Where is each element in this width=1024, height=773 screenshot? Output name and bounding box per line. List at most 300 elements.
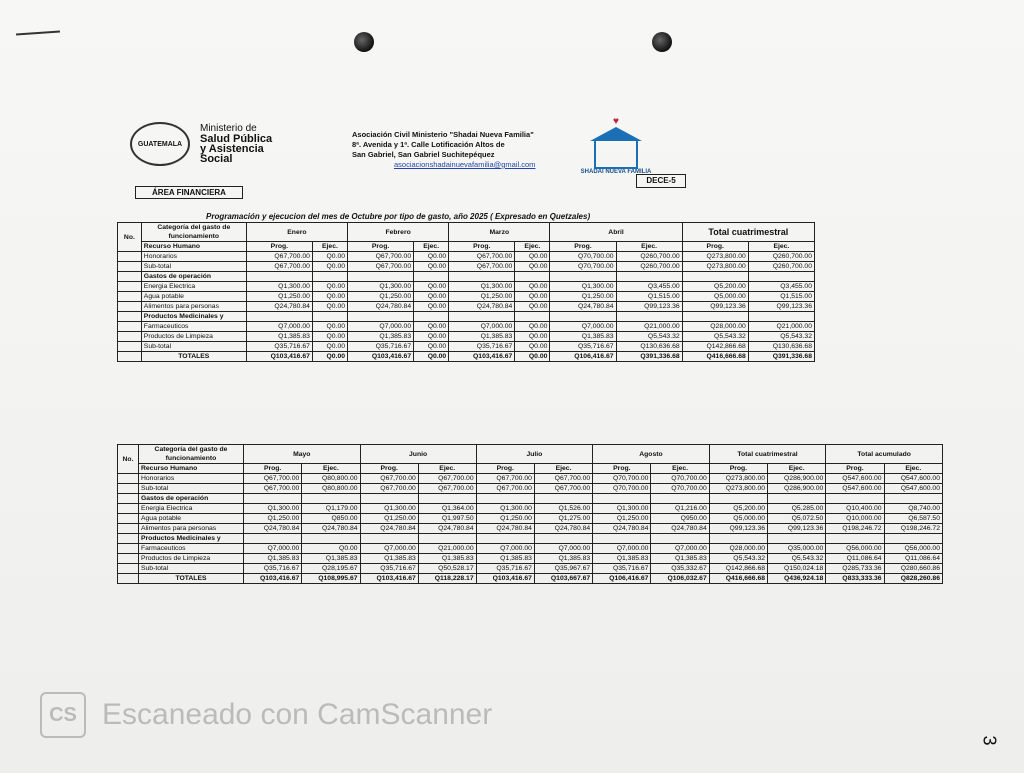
cell-value: Q11,086.64 — [884, 554, 942, 564]
row-no — [118, 564, 139, 574]
cell-value: Q67,700.00 — [449, 262, 515, 272]
cell-value — [748, 272, 814, 282]
table-row — [118, 524, 943, 534]
cell-value: Q260,700.00 — [748, 252, 814, 262]
cell-value: Q5,200.00 — [709, 504, 767, 514]
cell-value — [246, 272, 312, 282]
table-row — [118, 494, 943, 504]
cell-value: Q67,700.00 — [348, 262, 414, 272]
row-no — [118, 332, 142, 342]
cell-value: Q5,543.32 — [682, 332, 748, 342]
cell-value: Q1,275.00 — [534, 514, 592, 524]
cell-value: Q0.00 — [312, 352, 347, 362]
prog-header: Prog. — [449, 242, 515, 252]
cell-value: Q67,700.00 — [243, 474, 301, 484]
heart-icon: ♥ — [613, 116, 619, 127]
cell-value: Q273,800.00 — [709, 474, 767, 484]
cell-value: Q1,385.83 — [449, 332, 515, 342]
table-row — [118, 474, 943, 484]
ejec-header: Ejec. — [651, 464, 709, 474]
cell-value — [534, 534, 592, 544]
cell-value: Q7,000.00 — [243, 544, 301, 554]
cell-value: Q21,000.00 — [616, 322, 682, 332]
cell-value: Q5,543.32 — [748, 332, 814, 342]
table-row — [118, 352, 815, 362]
table-row — [118, 534, 943, 544]
cell-value: Q0.00 — [515, 302, 550, 312]
cell-value — [476, 534, 534, 544]
cell-value: Q24,780.84 — [449, 302, 515, 312]
association-name: Asociación Civil Ministerio "Shadai Nueva Familia" — [352, 130, 534, 139]
cell-value: Q24,780.84 — [534, 524, 592, 534]
cell-value: Q70,700.00 — [651, 474, 709, 484]
cell-value: Q24,780.84 — [360, 524, 418, 534]
cell-value: Q1,250.00 — [593, 514, 651, 524]
row-no — [118, 282, 142, 292]
cell-value: Q833,333.36 — [826, 574, 884, 584]
row-label: TOTALES — [141, 352, 246, 362]
cell-value: Q150,024.18 — [768, 564, 826, 574]
prog-header: Prog. — [360, 464, 418, 474]
cell-value: Q1,300.00 — [593, 504, 651, 514]
cell-value: Q5,543.32 — [709, 554, 767, 564]
cell-value: Q99,123.36 — [748, 302, 814, 312]
cell-value — [418, 534, 476, 544]
table-row — [118, 564, 943, 574]
cell-value: Q7,000.00 — [651, 544, 709, 554]
cell-value: Q1,300.00 — [449, 282, 515, 292]
cell-value: Q6,587.50 — [884, 514, 942, 524]
cell-value: Q0.00 — [312, 332, 347, 342]
period-header: Febrero — [348, 223, 449, 242]
cell-value: Q35,716.67 — [246, 342, 312, 352]
cell-value: Q0.00 — [312, 262, 347, 272]
cell-value: Q0.00 — [312, 342, 347, 352]
ejec-header: Ejec. — [616, 242, 682, 252]
row-label: Productos Medicinales y — [141, 312, 246, 322]
row-no — [118, 252, 142, 262]
cell-value: Q0.00 — [414, 252, 449, 262]
cell-value — [826, 494, 884, 504]
period-header: Agosto — [593, 445, 710, 464]
period-header: Julio — [476, 445, 593, 464]
cell-value — [884, 534, 942, 544]
cell-value — [768, 534, 826, 544]
table-row — [118, 504, 943, 514]
cell-value: Q0.00 — [515, 292, 550, 302]
cell-value: Q67,700.00 — [476, 484, 534, 494]
row-label: Farmaceuticos — [141, 322, 246, 332]
cell-value: Q5,200.00 — [682, 282, 748, 292]
ejec-header: Ejec. — [414, 242, 449, 252]
row-label: Agua potable — [138, 514, 243, 524]
cell-value: Q1,250.00 — [360, 514, 418, 524]
cell-value — [360, 534, 418, 544]
cell-value: Q99,123.36 — [616, 302, 682, 312]
cell-value: Q1,385.83 — [246, 332, 312, 342]
cell-value — [312, 272, 347, 282]
cell-value — [651, 534, 709, 544]
cell-value — [348, 312, 414, 322]
row-no — [118, 504, 139, 514]
cell-value: Q286,900.00 — [768, 484, 826, 494]
cell-value: Q70,700.00 — [550, 262, 616, 272]
subheader-row — [118, 464, 943, 474]
cell-value: Q0.00 — [414, 322, 449, 332]
cell-value: Q1,300.00 — [550, 282, 616, 292]
cell-value: Q1,216.00 — [651, 504, 709, 514]
cell-value — [302, 494, 360, 504]
cell-value: Q1,250.00 — [348, 292, 414, 302]
period-header: Total acumulado — [826, 445, 943, 464]
cell-value: Q67,700.00 — [348, 252, 414, 262]
table-row — [118, 574, 943, 584]
cell-value: Q130,636.68 — [748, 342, 814, 352]
category-header: Categoría del gasto de funcionamiento — [141, 223, 246, 242]
row-no — [118, 514, 139, 524]
cell-value: Q1,515.00 — [748, 292, 814, 302]
cell-value: Q1,385.83 — [534, 554, 592, 564]
cell-value — [709, 494, 767, 504]
cell-value: Q828,260.86 — [884, 574, 942, 584]
cell-value: Q7,000.00 — [246, 322, 312, 332]
row-label: Sub-total — [138, 564, 243, 574]
period-header: Mayo — [243, 445, 360, 464]
row-label: Alimentos para personas — [141, 302, 246, 312]
cell-value: Q67,700.00 — [246, 262, 312, 272]
cell-value: Q106,416.67 — [593, 574, 651, 584]
row-no — [118, 524, 139, 534]
cell-value: Q8,740.00 — [884, 504, 942, 514]
cell-value: Q1,250.00 — [550, 292, 616, 302]
cell-value: Q0.00 — [312, 252, 347, 262]
association-block — [352, 130, 535, 170]
ministry-line1: Ministerio de — [200, 123, 257, 134]
cell-value: Q286,900.00 — [768, 474, 826, 484]
ministry-line4: Social — [200, 153, 233, 165]
cell-value: Q56,000.00 — [884, 544, 942, 554]
cell-value — [515, 272, 550, 282]
cell-value: Q35,716.67 — [348, 342, 414, 352]
area-label: ÁREA FINANCIERA — [135, 186, 243, 199]
page-number: 3 — [979, 735, 1000, 746]
cell-value: Q103,416.67 — [348, 352, 414, 362]
punch-hole-right — [652, 32, 672, 52]
cell-value: Q50,528.17 — [418, 564, 476, 574]
cell-value — [616, 312, 682, 322]
row-label: Sub-total — [141, 342, 246, 352]
cell-value: Q547,600.00 — [826, 484, 884, 494]
row-label: Alimentos para personas — [138, 524, 243, 534]
cell-value: Q1,179.00 — [302, 504, 360, 514]
cell-value: Q67,700.00 — [243, 484, 301, 494]
header-row — [118, 223, 815, 242]
report-subtitle: Programación y ejecucion del mes de Octubre por tipo de gasto, año 2025 ( Expresado en Quetzales) — [206, 212, 591, 221]
row-no — [118, 302, 142, 312]
table-row — [118, 544, 943, 554]
cell-value: Q67,700.00 — [418, 474, 476, 484]
cell-value: Q24,780.84 — [593, 524, 651, 534]
shadai-logo — [566, 116, 666, 175]
cell-value: Q0.00 — [515, 352, 550, 362]
row-no — [118, 272, 142, 282]
cell-value: Q1,385.83 — [593, 554, 651, 564]
category-header: Categoría del gasto de funcionamiento — [138, 445, 243, 464]
cell-value: Q273,800.00 — [682, 252, 748, 262]
row-label: Productos de Limpieza — [138, 554, 243, 564]
table-row — [118, 302, 815, 312]
cell-value: Q1,385.83 — [418, 554, 476, 564]
association-email[interactable]: asociacionshadainuevafamilia@gmail.com — [394, 160, 536, 169]
cell-value: Q1,364.00 — [418, 504, 476, 514]
prog-header: Prog. — [709, 464, 767, 474]
cell-value: Q7,000.00 — [476, 544, 534, 554]
row-label: Sub-total — [138, 484, 243, 494]
cell-value — [593, 494, 651, 504]
cell-value: Q391,336.68 — [616, 352, 682, 362]
cell-value: Q1,250.00 — [243, 514, 301, 524]
cell-value: Q3,455.00 — [616, 282, 682, 292]
camscanner-logo-icon: CS — [40, 692, 86, 738]
cell-value: Q24,780.84 — [651, 524, 709, 534]
cell-value: Q1,385.83 — [243, 554, 301, 564]
cell-value — [449, 312, 515, 322]
cell-value: Q67,700.00 — [476, 474, 534, 484]
cell-value: Q1,997.50 — [418, 514, 476, 524]
cell-value: Q5,000.00 — [682, 292, 748, 302]
cell-value: Q0.00 — [302, 544, 360, 554]
row-label: Honorarios — [141, 252, 246, 262]
cell-value: Q7,000.00 — [550, 322, 616, 332]
cell-value: Q1,385.83 — [348, 332, 414, 342]
row-label: Energia Electrica — [141, 282, 246, 292]
cell-value: Q280,660.86 — [884, 564, 942, 574]
cell-value: Q547,600.00 — [826, 474, 884, 484]
table-row — [118, 484, 943, 494]
row-label: TOTALES — [138, 574, 243, 584]
cell-value: Q103,416.67 — [246, 352, 312, 362]
cell-value: Q67,700.00 — [360, 484, 418, 494]
period-header: Marzo — [449, 223, 550, 242]
cell-value: Q99,123.36 — [709, 524, 767, 534]
cell-value: Q103,416.67 — [360, 574, 418, 584]
cell-value: Q142,866.68 — [709, 564, 767, 574]
ejec-header: Ejec. — [515, 242, 550, 252]
table-row — [118, 322, 815, 332]
cell-value: Q547,600.00 — [884, 474, 942, 484]
cell-value: Q1,515.00 — [616, 292, 682, 302]
cell-value: Q80,800.00 — [302, 474, 360, 484]
cell-value — [312, 312, 347, 322]
cell-value: Q67,700.00 — [246, 252, 312, 262]
table-may-aug — [117, 444, 943, 584]
cell-value: Q35,716.67 — [243, 564, 301, 574]
cell-value: Q1,250.00 — [476, 514, 534, 524]
cell-value — [243, 534, 301, 544]
cell-value: Q0.00 — [515, 262, 550, 272]
cell-value: Q260,700.00 — [748, 262, 814, 272]
cell-value: Q1,250.00 — [246, 292, 312, 302]
cell-value: Q0.00 — [312, 292, 347, 302]
cell-value — [550, 312, 616, 322]
cell-value — [709, 534, 767, 544]
table-row — [118, 342, 815, 352]
cell-value: Q1,385.83 — [651, 554, 709, 564]
prog-header: Prog. — [243, 464, 301, 474]
cell-value: Q35,716.67 — [476, 564, 534, 574]
cell-value: Q56,000.00 — [826, 544, 884, 554]
dece-label: DECE-5 — [636, 174, 686, 188]
cell-value: Q106,032.67 — [651, 574, 709, 584]
no-header: No. — [118, 445, 139, 474]
row-no — [118, 484, 139, 494]
ejec-header: Ejec. — [302, 464, 360, 474]
cell-value: Q1,300.00 — [243, 504, 301, 514]
cell-value: Q0.00 — [414, 302, 449, 312]
cell-value: Q24,780.84 — [246, 302, 312, 312]
cell-value: Q1,385.83 — [360, 554, 418, 564]
row-label: Recurso Humano — [141, 242, 246, 252]
prog-header: Prog. — [682, 242, 748, 252]
cell-value: Q3,455.00 — [748, 282, 814, 292]
ejec-header: Ejec. — [312, 242, 347, 252]
cell-value: Q11,086.64 — [826, 554, 884, 564]
association-address1: 8ª. Avenida y 1ª. Calle Lotificación Altos de — [352, 140, 505, 149]
row-no — [118, 534, 139, 544]
table-row — [118, 252, 815, 262]
ministry-line2: Salud Pública — [200, 133, 273, 145]
cell-value: Q0.00 — [414, 262, 449, 272]
cell-value: Q416,666.68 — [682, 352, 748, 362]
row-no — [118, 494, 139, 504]
prog-header: Prog. — [246, 242, 312, 252]
logo-caption: SHADAI NUEVA FAMILIA — [580, 169, 652, 175]
cell-value — [826, 534, 884, 544]
cell-value — [348, 272, 414, 282]
ejec-header: Ejec. — [768, 464, 826, 474]
cell-value: Q0.00 — [515, 342, 550, 352]
cell-value: Q67,700.00 — [534, 484, 592, 494]
cell-value: Q35,716.67 — [550, 342, 616, 352]
cell-value: Q28,000.00 — [709, 544, 767, 554]
cell-value — [534, 494, 592, 504]
row-no — [118, 322, 142, 332]
cell-value: Q0.00 — [515, 322, 550, 332]
cell-value: Q103,416.67 — [243, 574, 301, 584]
row-no — [118, 574, 139, 584]
cell-value: Q99,123.36 — [682, 302, 748, 312]
ejec-header: Ejec. — [884, 464, 942, 474]
cell-value: Q1,385.83 — [302, 554, 360, 564]
prog-header: Prog. — [593, 464, 651, 474]
cell-value — [682, 312, 748, 322]
cell-value: Q28,195.67 — [302, 564, 360, 574]
cell-value — [414, 312, 449, 322]
cell-value: Q1,526.00 — [534, 504, 592, 514]
cell-value: Q0.00 — [414, 282, 449, 292]
cell-value: Q1,300.00 — [348, 282, 414, 292]
ministry-header — [130, 122, 272, 166]
cell-value: Q67,700.00 — [534, 474, 592, 484]
row-no — [118, 474, 139, 484]
cell-value: Q103,667.67 — [534, 574, 592, 584]
cell-value: Q24,780.84 — [550, 302, 616, 312]
row-no — [118, 342, 142, 352]
cell-value: Q850.00 — [302, 514, 360, 524]
cell-value: Q24,780.84 — [476, 524, 534, 534]
table-row — [118, 292, 815, 302]
cell-value: Q5,000.00 — [709, 514, 767, 524]
row-label: Sub-total — [141, 262, 246, 272]
cell-value — [515, 312, 550, 322]
cell-value: Q35,716.67 — [449, 342, 515, 352]
cell-value: Q35,000.00 — [768, 544, 826, 554]
row-label: Agua potable — [141, 292, 246, 302]
prog-header: Prog. — [550, 242, 616, 252]
cell-value: Q99,123.36 — [768, 524, 826, 534]
cell-value: Q1,300.00 — [246, 282, 312, 292]
row-label: Recurso Humano — [138, 464, 243, 474]
cell-value: Q118,228.17 — [418, 574, 476, 584]
period-header: Abril — [550, 223, 682, 242]
guatemala-seal-icon: GUATEMALA — [130, 122, 190, 166]
cell-value — [550, 272, 616, 282]
cell-value — [616, 272, 682, 282]
row-label: Honorarios — [138, 474, 243, 484]
cell-value: Q35,332.67 — [651, 564, 709, 574]
cell-value: Q70,700.00 — [651, 484, 709, 494]
cell-value: Q7,000.00 — [348, 322, 414, 332]
cell-value: Q950.00 — [651, 514, 709, 524]
cell-value: Q273,800.00 — [709, 484, 767, 494]
row-label: Productos Medicinales y — [138, 534, 243, 544]
camscanner-text: Escaneado con CamScanner — [102, 698, 493, 731]
period-header: Total cuatrimestral — [682, 223, 814, 242]
cell-value: Q24,780.84 — [348, 302, 414, 312]
cell-value: Q35,716.67 — [360, 564, 418, 574]
cell-value: Q1,300.00 — [360, 504, 418, 514]
association-address2: San Gabriel, San Gabriel Suchitepéquez — [352, 150, 495, 159]
cell-value: Q35,716.67 — [593, 564, 651, 574]
period-header: Junio — [360, 445, 476, 464]
cell-value: Q130,636.68 — [616, 342, 682, 352]
cell-value: Q21,000.00 — [748, 322, 814, 332]
cell-value: Q103,416.67 — [449, 352, 515, 362]
cell-value: Q70,700.00 — [550, 252, 616, 262]
cell-value — [414, 272, 449, 282]
cell-value: Q1,385.83 — [550, 332, 616, 342]
cell-value — [449, 272, 515, 282]
cell-value — [768, 494, 826, 504]
cell-value: Q35,967.67 — [534, 564, 592, 574]
cell-value: Q0.00 — [515, 332, 550, 342]
cell-value: Q70,700.00 — [593, 484, 651, 494]
house-roof-icon — [590, 127, 642, 141]
prog-header: Prog. — [476, 464, 534, 474]
cell-value: Q70,700.00 — [593, 474, 651, 484]
table-row — [118, 514, 943, 524]
cell-value: Q24,780.84 — [243, 524, 301, 534]
cell-value: Q142,866.68 — [682, 342, 748, 352]
cell-value: Q7,000.00 — [449, 322, 515, 332]
cell-value: Q7,000.00 — [360, 544, 418, 554]
cell-value — [593, 534, 651, 544]
row-label: Energia Electrica — [138, 504, 243, 514]
cell-value: Q260,700.00 — [616, 262, 682, 272]
no-header: No. — [118, 223, 142, 252]
cell-value: Q260,700.00 — [616, 252, 682, 262]
cell-value: Q285,733.36 — [826, 564, 884, 574]
